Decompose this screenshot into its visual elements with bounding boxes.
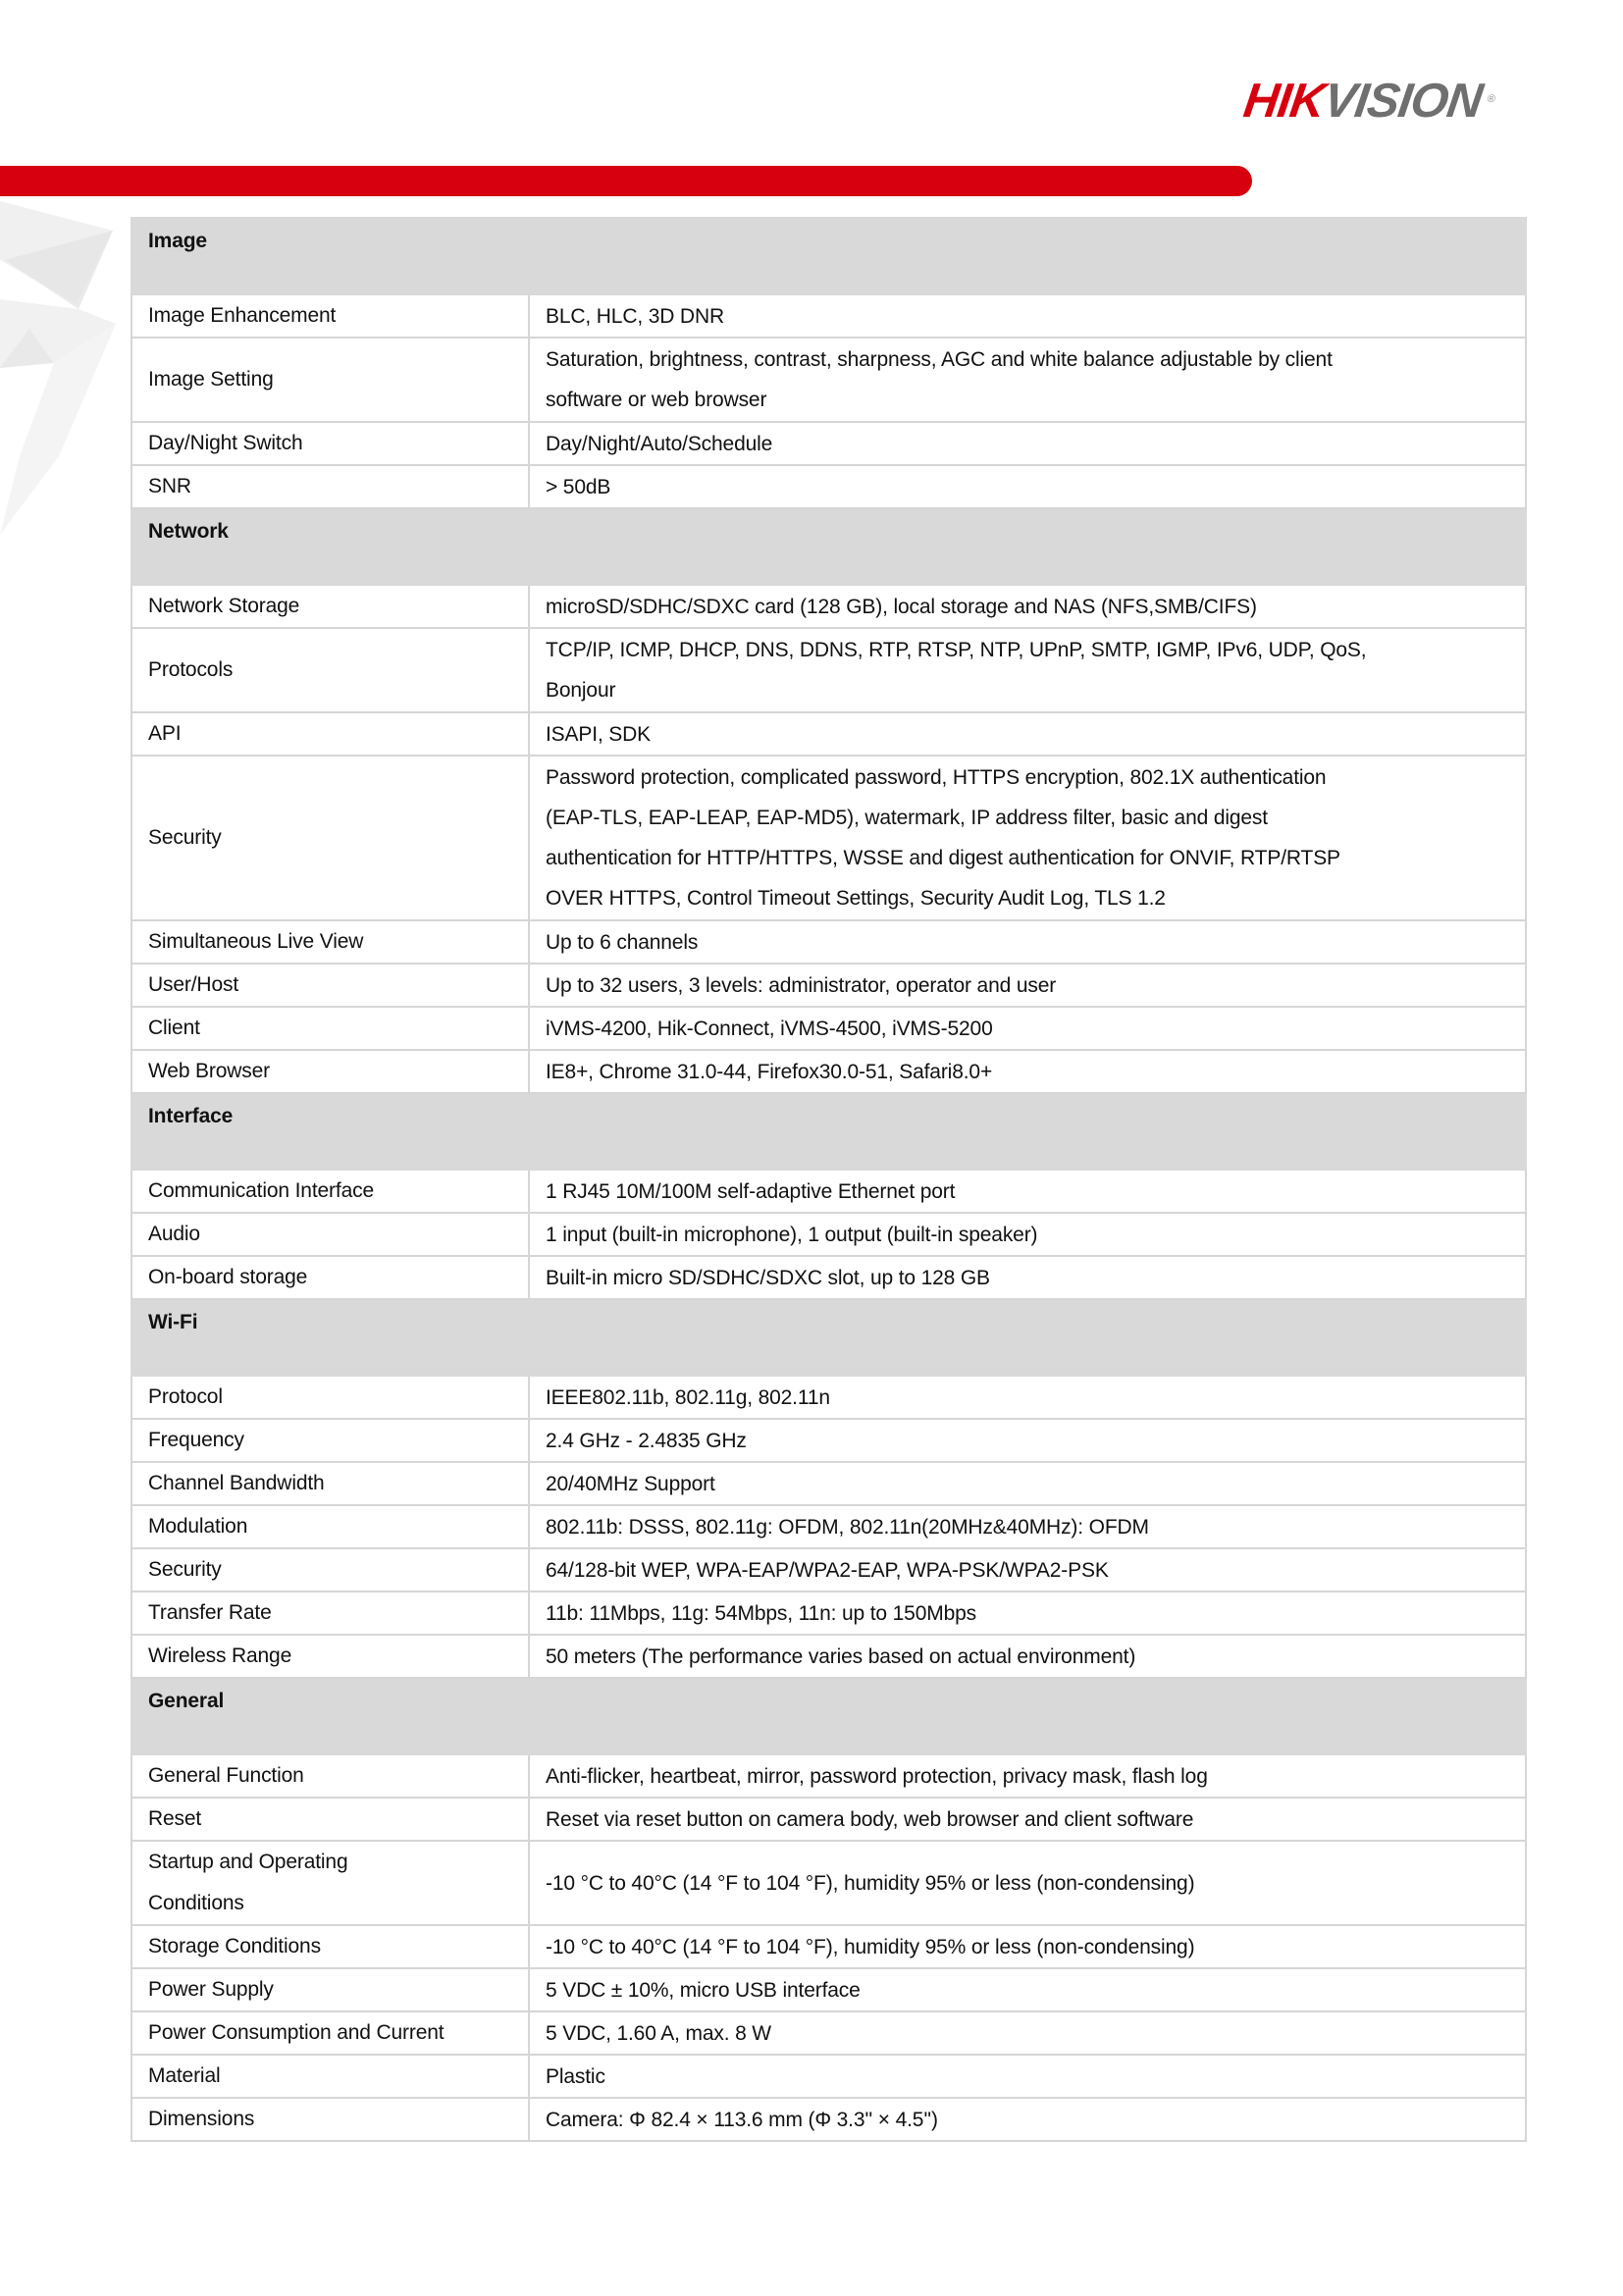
section-header-row — [131, 1093, 1526, 1170]
spec-value-line: Up to 6 channels — [546, 930, 699, 954]
spec-label — [131, 422, 529, 465]
spec-label-line: Web Browser — [148, 1060, 271, 1082]
spec-label — [131, 1256, 529, 1299]
decorative-watermark — [0, 201, 123, 535]
spec-row — [131, 1798, 1526, 1841]
spec-value — [529, 628, 1526, 712]
spec-value-line: software or web browser — [546, 389, 767, 411]
spec-label-line: Security — [148, 826, 222, 849]
spec-value — [529, 1050, 1526, 1093]
spec-value-line: 5 VDC ± 10%, micro USB interface — [546, 1978, 861, 2002]
spec-row — [131, 1213, 1526, 1256]
spec-row — [131, 1419, 1526, 1462]
spec-label-line: SNR — [148, 475, 191, 497]
spec-value — [529, 1925, 1526, 1968]
logo-text-hik: HIK — [1240, 75, 1329, 128]
spec-label — [131, 585, 529, 628]
spec-label-line: Material — [148, 2064, 221, 2087]
logo-text-vision: VISION — [1320, 75, 1486, 128]
spec-row — [131, 2098, 1526, 2141]
spec-value — [529, 1376, 1526, 1419]
section-header-row — [131, 1678, 1526, 1754]
spec-value — [529, 1754, 1526, 1798]
section-title: Image — [131, 218, 1526, 294]
spec-value — [529, 1213, 1526, 1256]
spec-label-line: Security — [148, 1558, 222, 1581]
spec-label — [131, 1798, 529, 1841]
spec-label-line: Protocol — [148, 1385, 223, 1408]
spec-label — [131, 294, 529, 338]
section-header-row — [131, 1299, 1526, 1376]
spec-row — [131, 294, 1526, 338]
spec-value — [529, 585, 1526, 628]
spec-row — [131, 1841, 1526, 1925]
spec-label — [131, 756, 529, 920]
spec-value — [529, 2098, 1526, 2141]
spec-label — [131, 2055, 529, 2098]
spec-label-line: Transfer Rate — [148, 1601, 272, 1624]
spec-value-line: Password protection, complicated password, HTTPS encryption, 802.1X authentication — [546, 766, 1327, 789]
spec-label-line: Client — [148, 1017, 200, 1039]
spec-value — [529, 338, 1526, 422]
spec-label-line: Image Enhancement — [148, 304, 337, 327]
spec-value-line: 11b: 11Mbps, 11g: 54Mbps, 11n: up to 150Mbps — [546, 1601, 976, 1625]
spec-value-line: 20/40MHz Support — [546, 1472, 715, 1495]
spec-row — [131, 920, 1526, 964]
section-title: General — [131, 1678, 1526, 1754]
spec-label-line: API — [148, 722, 182, 745]
spec-row — [131, 756, 1526, 920]
spec-label — [131, 964, 529, 1007]
spec-label-line: Image Setting — [148, 368, 274, 391]
spec-label — [131, 712, 529, 756]
spec-label — [131, 1968, 529, 2011]
spec-label — [131, 1213, 529, 1256]
spec-label-line: Dimensions — [148, 2108, 255, 2130]
spec-label — [131, 1754, 529, 1798]
registered-mark: ® — [1486, 93, 1496, 105]
spec-value — [529, 1256, 1526, 1299]
spec-label-line: Communication Interface — [148, 1179, 374, 1202]
spec-label-line: Power Consumption and Current — [148, 2021, 445, 2044]
spec-row — [131, 338, 1526, 422]
spec-value-line: TCP/IP, ICMP, DHCP, DNS, DDNS, RTP, RTSP, NTP, UPnP, SMTP, IGMP, IPv6, UDP, QoS, — [546, 639, 1367, 661]
spec-value-line: OVER HTTPS, Control Timeout Settings, Security Audit Log, TLS 1.2 — [546, 887, 1166, 910]
spec-row — [131, 1754, 1526, 1798]
spec-label-line: Protocols — [148, 658, 234, 681]
spec-value-line: Up to 32 users, 3 levels: administrator, operator and user — [546, 973, 1057, 997]
spec-row — [131, 1050, 1526, 1093]
spec-value — [529, 1007, 1526, 1050]
spec-value — [529, 422, 1526, 465]
spec-row — [131, 2055, 1526, 2098]
spec-row — [131, 1376, 1526, 1419]
spec-value — [529, 920, 1526, 964]
spec-value — [529, 1635, 1526, 1678]
spec-row — [131, 465, 1526, 508]
spec-label — [131, 338, 529, 422]
spec-label-line: Network Storage — [148, 595, 300, 617]
spec-value — [529, 712, 1526, 756]
spec-row — [131, 1592, 1526, 1635]
spec-row — [131, 422, 1526, 465]
spec-value — [529, 294, 1526, 338]
section-header-row — [131, 508, 1526, 585]
spec-label — [131, 1462, 529, 1505]
spec-value — [529, 1841, 1526, 1925]
spec-label — [131, 1376, 529, 1419]
spec-value — [529, 465, 1526, 508]
spec-value — [529, 1419, 1526, 1462]
spec-value-line: 5 VDC, 1.60 A, max. 8 W — [546, 2021, 771, 2045]
spec-value-line: BLC, HLC, 3D DNR — [546, 304, 724, 328]
spec-value-line: -10 °C to 40°C (14 °F to 104 °F), humidity 95% or less (non-condensing) — [546, 1871, 1195, 1895]
spec-row — [131, 712, 1526, 756]
spec-value-line: 1 input (built-in microphone), 1 output (built-in speaker) — [546, 1223, 1038, 1246]
spec-label — [131, 628, 529, 712]
spec-label-line: Channel Bandwidth — [148, 1472, 325, 1494]
spec-label-line: Startup and Operating — [148, 1851, 348, 1873]
spec-value — [529, 1170, 1526, 1213]
spec-row — [131, 1548, 1526, 1592]
hikvision-logo — [1240, 75, 1496, 128]
spec-value — [529, 1548, 1526, 1592]
spec-value-line: 1 RJ45 10M/100M self-adaptive Ethernet port — [546, 1179, 956, 1203]
spec-row — [131, 1462, 1526, 1505]
spec-label-line: User/Host — [148, 973, 239, 996]
spec-label-line: On-board storage — [148, 1266, 308, 1288]
spec-label-line: Day/Night Switch — [148, 432, 303, 454]
spec-label-line: General Function — [148, 1764, 304, 1787]
spec-value-line: IE8+, Chrome 31.0-44, Firefox30.0-51, Safari8.0+ — [546, 1060, 993, 1083]
spec-value-line: microSD/SDHC/SDXC card (128 GB), local storage and NAS (NFS,SMB/CIFS) — [546, 595, 1257, 618]
spec-value-line: IEEE802.11b, 802.11g, 802.11n — [546, 1385, 830, 1409]
spec-value — [529, 1505, 1526, 1548]
spec-value — [529, 2011, 1526, 2055]
spec-value-line: authentication for HTTP/HTTPS, WSSE and digest authentication for ONVIF, RTP/RTSP — [546, 847, 1340, 869]
spec-value-line: Anti-flicker, heartbeat, mirror, password protection, privacy mask, flash log — [546, 1764, 1208, 1788]
spec-value-line: > 50dB — [546, 475, 611, 498]
spec-value-line: Bonjour — [546, 679, 616, 702]
spec-value-line: Built-in micro SD/SDHC/SDXC slot, up to 128 GB — [546, 1266, 990, 1289]
spec-label-line: Conditions — [148, 1892, 244, 1914]
spec-row — [131, 585, 1526, 628]
spec-value — [529, 964, 1526, 1007]
spec-value-line: -10 °C to 40°C (14 °F to 104 °F), humidity 95% or less (non-condensing) — [546, 1935, 1195, 1958]
spec-row — [131, 1925, 1526, 1968]
spec-value — [529, 1798, 1526, 1841]
section-header-row — [131, 218, 1526, 294]
spec-row — [131, 964, 1526, 1007]
spec-row — [131, 1635, 1526, 1678]
spec-row — [131, 2011, 1526, 2055]
spec-value-line: Day/Night/Auto/Schedule — [546, 432, 773, 455]
spec-label-line: Storage Conditions — [148, 1935, 321, 1957]
spec-row — [131, 1505, 1526, 1548]
spec-label — [131, 465, 529, 508]
section-title: Network — [131, 508, 1526, 585]
section-title: Wi-Fi — [131, 1299, 1526, 1376]
section-title: Interface — [131, 1093, 1526, 1170]
spec-value-line: Saturation, brightness, contrast, sharpness, AGC and white balance adjustable by client — [546, 348, 1333, 371]
header-accent-bar — [0, 166, 1252, 196]
spec-label — [131, 1419, 529, 1462]
spec-value-line: Reset via reset button on camera body, web browser and client software — [546, 1807, 1194, 1831]
spec-value-line: 2.4 GHz - 2.4835 GHz — [546, 1429, 747, 1452]
spec-label — [131, 1505, 529, 1548]
spec-value-line: Camera: Φ 82.4 × 113.6 mm (Φ 3.3'' × 4.5'') — [546, 2108, 938, 2131]
spec-label — [131, 1925, 529, 1968]
spec-value-line: 802.11b: DSSS, 802.11g: OFDM, 802.11n(20MHz&40MHz): OFDM — [546, 1515, 1149, 1539]
spec-label-line: Audio — [148, 1223, 200, 1245]
spec-value-line: ISAPI, SDK — [546, 722, 652, 746]
spec-label-line: Power Supply — [148, 1978, 274, 2001]
spec-value — [529, 756, 1526, 920]
spec-value-line: 50 meters (The performance varies based on actual environment) — [546, 1644, 1136, 1668]
spec-label-line: Wireless Range — [148, 1644, 292, 1667]
spec-row — [131, 1170, 1526, 1213]
spec-label — [131, 1170, 529, 1213]
spec-value-line: 64/128-bit WEP, WPA-EAP/WPA2-EAP, WPA-PSK/WPA2-PSK — [546, 1558, 1109, 1582]
spec-label — [131, 1007, 529, 1050]
spec-value-line: iVMS-4200, Hik-Connect, iVMS-4500, iVMS-5200 — [546, 1017, 993, 1040]
spec-label-line: Modulation — [148, 1515, 248, 1538]
spec-value-line: Plastic — [546, 2064, 605, 2088]
spec-label — [131, 920, 529, 964]
spec-label — [131, 2098, 529, 2141]
spec-value-line: (EAP-TLS, EAP-LEAP, EAP-MD5), watermark, IP address filter, basic and digest — [546, 807, 1268, 829]
spec-label-line: Simultaneous Live View — [148, 930, 364, 953]
spec-row — [131, 1256, 1526, 1299]
spec-value — [529, 1592, 1526, 1635]
spec-label — [131, 1548, 529, 1592]
spec-label-line: Frequency — [148, 1429, 244, 1451]
spec-label — [131, 1841, 529, 1925]
spec-value — [529, 1968, 1526, 2011]
spec-row — [131, 1007, 1526, 1050]
spec-value — [529, 1462, 1526, 1505]
specification-table — [131, 217, 1527, 2142]
spec-row — [131, 1968, 1526, 2011]
spec-label — [131, 1635, 529, 1678]
spec-label — [131, 1050, 529, 1093]
spec-label-line: Reset — [148, 1807, 202, 1830]
spec-row — [131, 628, 1526, 712]
spec-value — [529, 2055, 1526, 2098]
spec-label — [131, 2011, 529, 2055]
spec-label — [131, 1592, 529, 1635]
